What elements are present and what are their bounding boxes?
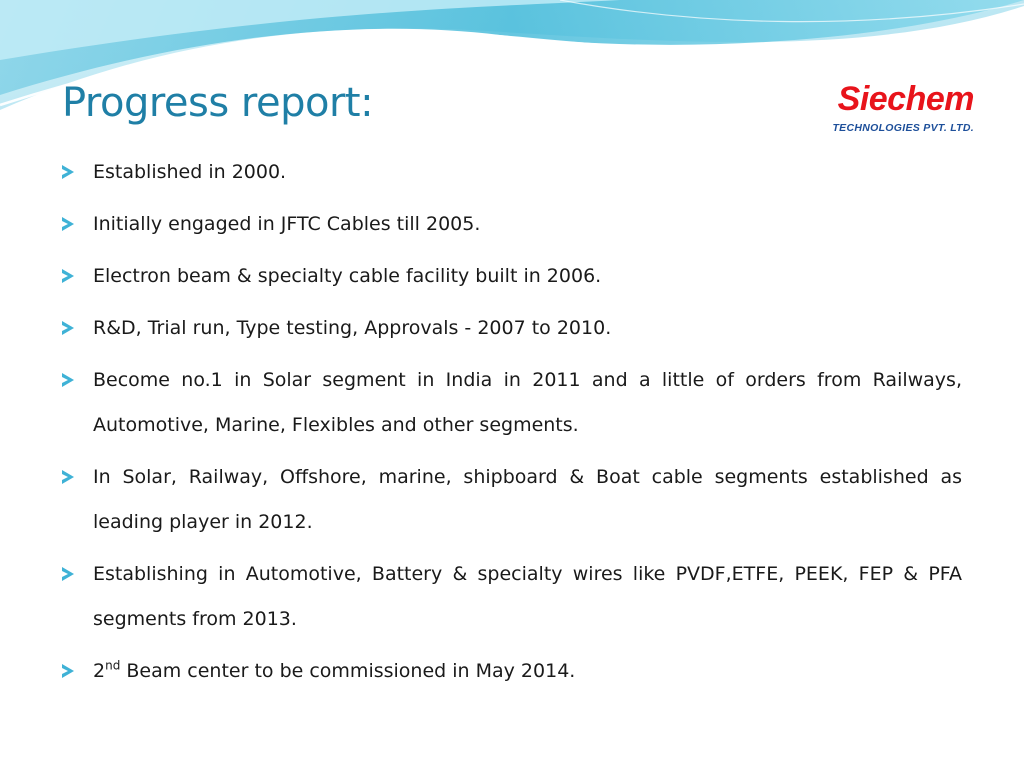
ordinal-suffix: nd (105, 658, 121, 673)
bullet-item (62, 649, 962, 694)
bullet-text: Established in 2000. (93, 161, 287, 183)
bullet-item (62, 358, 962, 448)
company-logo (832, 82, 974, 134)
bullet-text: R&D, Trial run, Type testing, Approvals - 2007 to 2010. (93, 317, 612, 339)
bullet-item (62, 202, 962, 247)
arrow-bullet-icon (62, 470, 74, 484)
arrow-bullet-icon (62, 664, 74, 678)
bullet-item (62, 306, 962, 351)
arrow-bullet-icon (62, 165, 74, 179)
logo-wordmark: Siechem (837, 80, 974, 118)
logo-subtitle: TECHNOLOGIES PVT. LTD. (832, 122, 974, 134)
slide-title: Progress report: (62, 80, 374, 126)
bullet-text: Become no.1 in Solar segment in India in 2011 and a little of orders from Railways, Automotive, Marine, Flexibles and other segments. (93, 369, 962, 436)
bullet-item (62, 254, 962, 299)
bullet-item (62, 150, 962, 195)
arrow-bullet-icon (62, 269, 74, 283)
arrow-bullet-icon (62, 567, 74, 581)
bullet-text-prefix: 2 (93, 660, 106, 682)
bullet-item (62, 455, 962, 545)
bullet-text: Beam center to be commissioned in May 2014. (120, 660, 576, 682)
bullet-text: Establishing in Automotive, Battery & specialty wires like PVDF,ETFE, PEEK, FEP & PFA segments from 2013. (93, 563, 962, 630)
arrow-bullet-icon (62, 373, 74, 387)
bullet-item (62, 552, 962, 642)
arrow-bullet-icon (62, 321, 74, 335)
bullet-list (62, 150, 962, 701)
bullet-text: In Solar, Railway, Offshore, marine, shipboard & Boat cable segments established as leading player in 2012. (93, 466, 962, 533)
bullet-text: Initially engaged in JFTC Cables till 2005. (93, 213, 481, 235)
bullet-text: Electron beam & specialty cable facility built in 2006. (93, 265, 602, 287)
arrow-bullet-icon (62, 217, 74, 231)
